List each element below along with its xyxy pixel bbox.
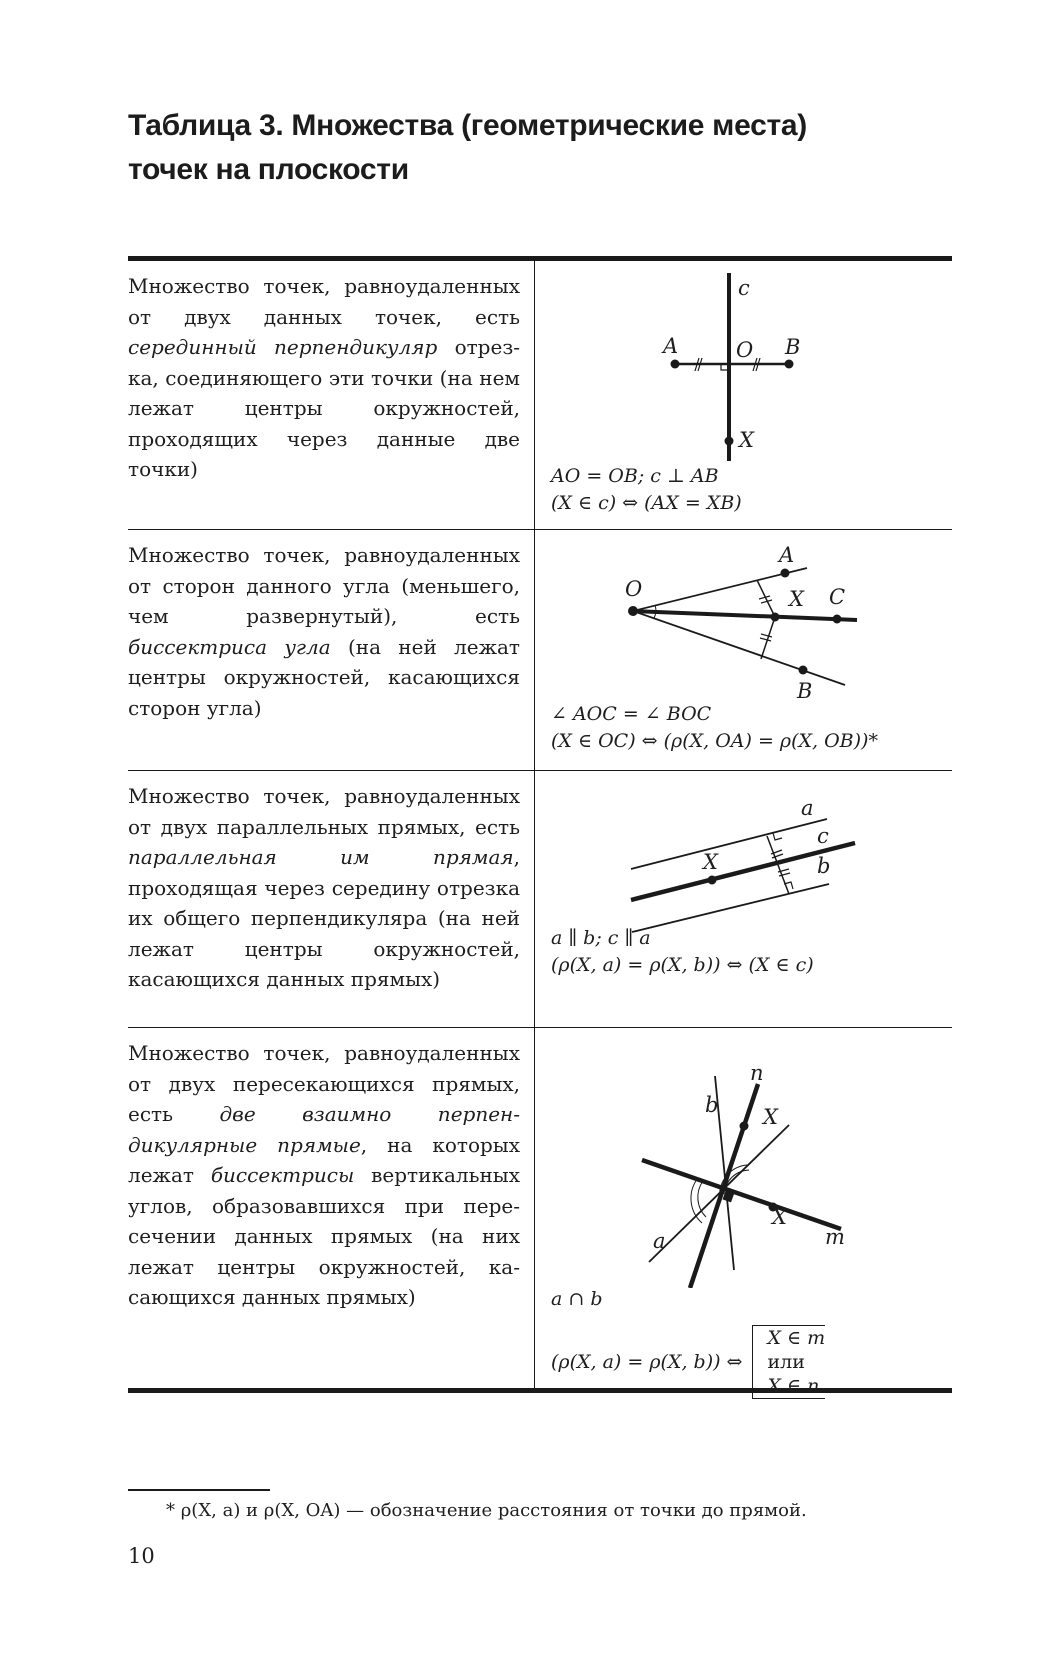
label-o: O [625, 577, 643, 601]
label-o: O [736, 338, 754, 362]
page-title [128, 104, 928, 192]
table-row-angle-bisector [128, 530, 952, 771]
intersecting-lines-figure [535, 1028, 935, 1288]
description-text: , на которых лежат [128, 1132, 520, 1187]
formula-line-1: a ∥ b; c ∥ a [551, 927, 651, 949]
angle-bisector-figure [535, 530, 935, 710]
description-text: отрезка, соединяющего эти точки (на нем лежат центры окружностей, проходящих через данные две точки) [128, 335, 520, 481]
label-x: X [703, 850, 718, 874]
description-text: Множество точек, равноудаленных от сторон данного угла (меньшего, чем развернутый), есть [128, 543, 520, 628]
label-x: X [789, 587, 804, 611]
row-description [128, 771, 534, 1027]
title-line-1: Таблица 3. Множества (геометрические места) [128, 109, 807, 142]
bracket-formula [551, 1325, 825, 1399]
table-row-intersecting-lines [128, 1028, 952, 1397]
row-formula [551, 463, 742, 517]
description-text: Множество точек, равноудаленных от двух параллельных прямых, есть [128, 784, 520, 839]
footnote: * ρ(X, a) и ρ(X, OA) — обозначение расстояния от точки до прямой. [166, 1500, 807, 1521]
description-term: две взаимно перпендикулярные прямые [128, 1102, 520, 1157]
formula-line-2: (X ∈ c) ⇔ (AX = XB) [551, 492, 742, 514]
row-figure [534, 530, 952, 770]
description-text: , проходящая через середину отрезка их общего перпендикуляра (на ней лежат центры окружностей, касающихся данных прямых) [128, 845, 520, 991]
formula-left-side: (ρ(X, a) = ρ(X, b)) ⇔ [551, 1350, 743, 1373]
label-n: n [750, 1061, 764, 1085]
label-x-on-n: X [763, 1105, 778, 1129]
table-row-perpendicular-bisector [128, 261, 952, 530]
row-figure [534, 1028, 952, 1397]
bracket-alternatives [752, 1325, 825, 1399]
description-text: вертикальных углов, образовавшихся при пересечении данных прямых (на них лежат центры окружностей, касающихся данных прямых) [128, 1163, 520, 1309]
formula-line-1: AO = OB; c ⊥ AB [551, 465, 719, 487]
label-b: b [817, 854, 831, 878]
row-formula [551, 701, 878, 755]
footnote-separator [128, 1489, 270, 1491]
title-line-2: точек на плоскости [128, 153, 409, 186]
label-a: a [801, 796, 814, 820]
row-figure [534, 261, 952, 529]
label-a: a [653, 1229, 666, 1253]
row-description [128, 1028, 534, 1388]
perpendicular-bisector-figure [535, 261, 935, 461]
label-c: c [817, 824, 829, 848]
description-text: Множество точек, равноудаленных от двух данных точек, есть [128, 274, 520, 329]
label-x: X [739, 428, 754, 452]
formula-line-1: a ∩ b [551, 1288, 603, 1310]
table-bottom-rule [128, 1388, 952, 1393]
formula-line-2: (X ∈ OC) ⇔ (ρ(X, OA) = ρ(X, OB))* [551, 730, 878, 752]
description-term: параллельная им прямая [128, 845, 514, 869]
label-c: C [829, 585, 846, 609]
label-c: c [738, 276, 750, 300]
description-term: серединный перпендикуляр [128, 335, 438, 359]
row-formula [551, 1286, 825, 1399]
label-b: B [785, 335, 801, 359]
description-text: Множество точек, равноудаленных от двух пересекающихся прямых, есть [128, 1041, 520, 1126]
row-figure [534, 771, 952, 1027]
formula-line-1: ∠ AOC = ∠ BOC [551, 703, 712, 725]
table-row-parallel-lines [128, 771, 952, 1028]
row-description [128, 530, 534, 770]
page-number: 10 [128, 1544, 155, 1568]
label-b: b [705, 1093, 719, 1117]
description-term: биссектриса угла [128, 634, 331, 659]
formula-line-2: (ρ(X, a) = ρ(X, b)) ⇔ (X ∈ c) [551, 954, 814, 976]
label-a: A [663, 334, 679, 358]
alternative-2: X ∈ n [767, 1375, 820, 1397]
description-text: (на ней лежат центры окружностей, касающихся сторон угла) [128, 634, 520, 720]
label-x-on-m: X [772, 1205, 787, 1229]
label-b: B [797, 679, 813, 703]
alternative-1: X ∈ m [767, 1327, 826, 1349]
alternative-or: или [767, 1351, 805, 1373]
description-term: биссектрисы [210, 1163, 355, 1187]
row-description [128, 261, 534, 529]
loci-table [128, 256, 952, 1397]
label-m: m [825, 1225, 845, 1249]
label-a: A [779, 543, 795, 567]
row-formula [551, 925, 814, 979]
